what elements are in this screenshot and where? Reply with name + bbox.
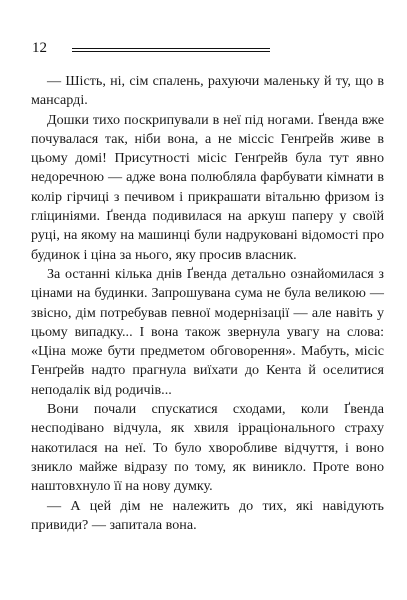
page-number: 12 (32, 40, 47, 56)
header-rule-line-top (72, 48, 270, 49)
paragraph: За останні кілька днів Ґвенда детально ознайомилася з цінами на будинки. Запрошувана сума не була великою — звісно, дім потребував певної модернізації — але навіть у цьому випадку... І вона також звернула увагу на слова: «Ціна може бути предметом обговорення». Мабуть, місіс Генґрейв надто прагнула виїхати до Кента й оселитися неподалік від родичів... (31, 265, 384, 398)
body-text (31, 72, 384, 535)
header-double-rule (72, 48, 270, 52)
header-rule-line-bottom (72, 51, 270, 52)
paragraph: Вони почали спускатися сходами, коли Ґвенда несподівано відчула, як хвиля ірраціонального страху накотилася на неї. То було хворобливе відчуття, і воно зникло майже відразу по тому, як виникло. Проте воно наштовхнуло її на нову думку. (31, 401, 384, 495)
paragraph: — А цей дім не належить до тих, які навідують привиди? — запитала вона. (31, 497, 384, 533)
paragraph: — Шість, ні, сім спалень, рахуючи маленьку й ту, що в мансарді. (31, 73, 384, 109)
page-header (32, 38, 272, 60)
paragraph: Дошки тихо поскрипували в неї під ногами. Ґвенда вже почувалася так, ніби вона, а не міссіс Генґрейв живе в цьому домі! Присутності місіс Генґрейв була тут явно недоречною — адже вона полюбляла фарбувати кімнати в колір гірчиці з печивом і прикрашати вітальню фризом із гліциніями. Ґвенда подивилася на аркуш паперу у своїй руці, на якому на машинці були надруковані відомості про будинок і ціна за нього, яку просив власник. (31, 111, 384, 263)
